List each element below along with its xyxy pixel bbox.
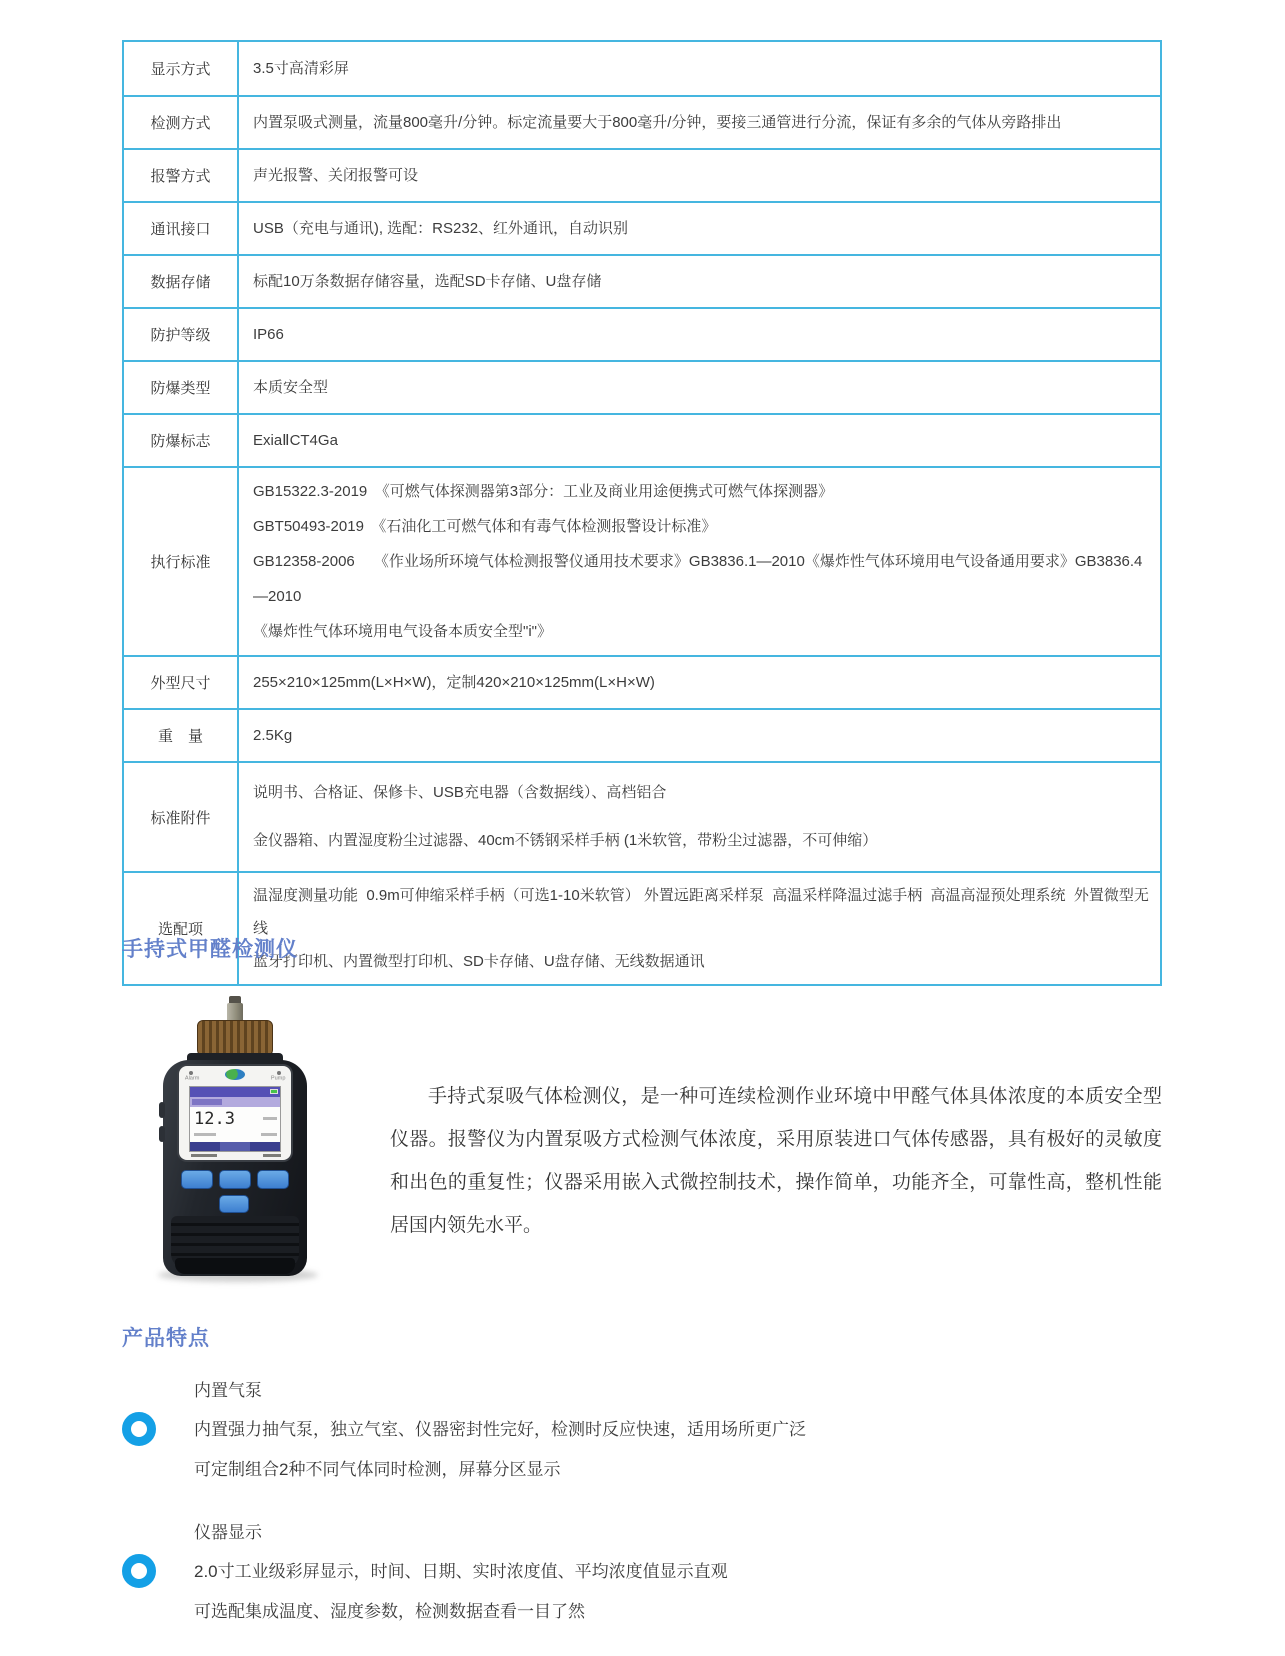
device-side-button: [159, 1126, 165, 1142]
spec-row: [124, 413, 1160, 466]
spec-value-line: GBT50493-2019 《石油化工可燃气体和有毒气体检测报警设计标准》: [253, 518, 717, 535]
spec-value: [239, 42, 1160, 95]
spec-label: 防爆标志: [124, 415, 239, 466]
spec-row: [124, 708, 1160, 761]
alarm-label: Alarm: [184, 1075, 200, 1082]
screen-reading: 12.3: [194, 1109, 235, 1129]
spec-label: 防护等级: [124, 309, 239, 360]
spec-row: [124, 254, 1160, 307]
screen-sub-bar: [190, 1097, 280, 1107]
spec-value: [239, 309, 1160, 360]
product-photo-gas-detector: [133, 990, 338, 1285]
spec-value-line: USB（充电与通讯), 选配：RS232、红外通讯，自动识别: [253, 220, 629, 237]
product-description-paragraph: 手持式泵吸气体检测仪，是一种可连续检测作业环境中甲醛气体具体浓度的本质安全型仪器。报警仪为内置泵吸方式检测气体浓度，采用原装进口气体传感器，具有极好的灵敏度和出色的重复性；仪器采用嵌入式微控制技术，操作简单，功能齐全，可靠性高，整机性能居国内领先水平。: [390, 1086, 1162, 1236]
feature-bullet-column: [122, 1372, 194, 1490]
feature-item: [122, 1514, 1182, 1632]
spec-label: 执行标准: [124, 468, 239, 655]
section-title-handheld-detector: 手持式甲醛检测仪: [122, 938, 298, 961]
spec-row: [124, 95, 1160, 148]
spec-label: 防爆类型: [124, 362, 239, 413]
spec-value: [239, 256, 1160, 307]
screen-footer-bar: [190, 1142, 280, 1151]
battery-icon: [270, 1089, 278, 1094]
device-side-button: [159, 1102, 165, 1118]
spec-value: [239, 203, 1160, 254]
spec-label: 重 量: [124, 710, 239, 761]
spec-value-line: GB15322.3-2019 《可燃气体探测器第3部分：工业及商业用途便携式可燃气体探测器》: [253, 483, 834, 500]
spec-label: 选配项: [124, 873, 239, 984]
spec-label: 显示方式: [124, 42, 239, 95]
feature-line: 2.0寸工业级彩屏显示，时间、日期、实时浓度值、平均浓度值显示直观: [194, 1562, 728, 1581]
device-key-power: [219, 1195, 249, 1213]
spec-row: [124, 307, 1160, 360]
pump-led: [277, 1071, 281, 1075]
device-key-enter: [219, 1170, 251, 1189]
spec-value-line: 标配10万条数据存储容量，选配SD卡存储、U盘存储: [253, 273, 602, 290]
spec-value-line: 本质安全型: [253, 379, 329, 396]
spec-value-line: 3.5寸高清彩屏: [253, 60, 349, 77]
device-screen: [189, 1086, 281, 1152]
spec-value-line: IP66: [253, 326, 284, 343]
device-model-mark: [263, 1154, 281, 1157]
screen-header-bar: [190, 1087, 280, 1097]
spec-value-line: 声光报警、关闭报警可设: [253, 167, 419, 184]
spec-value: [239, 657, 1160, 708]
feature-line: 可选配集成温度、湿度参数，检测数据查看一目了然: [194, 1602, 585, 1621]
spec-value-line: 温湿度测量功能 0.9m可伸缩采样手柄（可选1-10米软管） 外置远距离采样泵 高温采样降温过滤手柄 高温高湿预处理系统 外置微型无线: [253, 887, 1149, 937]
spec-row: [124, 871, 1160, 984]
spec-row: [124, 42, 1160, 95]
screen-text-line: [261, 1133, 277, 1136]
feature-title: 内置气泵: [194, 1381, 262, 1400]
spec-label: 数据存储: [124, 256, 239, 307]
pump-label: Pump: [270, 1075, 286, 1082]
feature-title: 仪器显示: [194, 1523, 262, 1542]
spec-value-line: 金仪器箱、内置湿度粉尘过滤器、40cm不锈钢采样手柄 (1米软管，带粉尘过滤器，不可伸缩）: [253, 832, 878, 849]
device-brass-cap: [197, 1020, 273, 1056]
spec-value-line: 《爆炸性气体环境用电气设备本质安全型"i"》: [253, 623, 552, 640]
spec-row: [124, 655, 1160, 708]
spec-label: 报警方式: [124, 150, 239, 201]
spec-value-line: 蓝牙打印机、内置微型打印机、SD卡存储、U盘存储、无线数据通讯: [253, 953, 705, 970]
spec-value: [239, 362, 1160, 413]
ring-bullet-icon: [122, 1412, 156, 1446]
section-title-product-features: 产品特点: [122, 1327, 210, 1350]
spec-value: [239, 873, 1160, 984]
device-model-mark: [191, 1154, 217, 1157]
alarm-led: [189, 1071, 193, 1075]
screen-sub-chip: [192, 1099, 222, 1105]
device-base: [175, 1258, 295, 1274]
spec-value-line: GB12358-2006 《作业场所环境气体检测报警仪通用技术要求》GB3836.1—2010《爆炸性气体环境用电气设备通用要求》GB3836.4—2010: [253, 553, 1143, 605]
screen-footer-segment: [220, 1142, 251, 1151]
spec-value: [239, 97, 1160, 148]
ring-bullet-icon: [122, 1554, 156, 1588]
feature-line: 可定制组合2种不同气体同时检测，屏幕分区显示: [194, 1460, 561, 1479]
spec-row: [124, 466, 1160, 655]
spec-value: [239, 710, 1160, 761]
device-faceplate: [179, 1066, 291, 1160]
spec-value-line: 255×210×125mm(L×H×W)，定制420×210×125mm(L×H×W): [253, 674, 655, 691]
spec-value: [239, 763, 1160, 871]
screen-text-line: [194, 1133, 216, 1136]
spec-value: [239, 468, 1160, 655]
spec-value-line: 2.5Kg: [253, 727, 293, 744]
feature-line: 内置强力抽气泵，独立气室、仪器密封性完好，检测时反应快速，适用场所更广泛: [194, 1420, 806, 1439]
screen-text-line: [263, 1117, 277, 1120]
spec-label: 标准附件: [124, 763, 239, 871]
device-key-menu: [181, 1170, 213, 1189]
spec-row: [124, 148, 1160, 201]
spec-label: 检测方式: [124, 97, 239, 148]
spec-label: 通讯接口: [124, 203, 239, 254]
spec-row: [124, 360, 1160, 413]
spec-value-line: ExiaⅡCT4Ga: [253, 432, 338, 449]
feature-list: [122, 1372, 1182, 1656]
spec-value-line: 说明书、合格证、保修卡、USB充电器（含数据线）、高档铝合: [253, 784, 667, 801]
spec-value-line: 内置泵吸式测量，流量800毫升/分钟。标定流量要大于800毫升/分钟，要接三通管进行分流，保证有多余的气体从旁路排出: [253, 114, 1062, 131]
feature-text: [194, 1372, 1182, 1490]
spec-row: [124, 201, 1160, 254]
feature-bullet-column: [122, 1514, 194, 1632]
spec-value: [239, 150, 1160, 201]
spec-row: [124, 761, 1160, 871]
spec-table: [122, 40, 1162, 986]
feature-item: [122, 1372, 1182, 1490]
spec-label: 外型尺寸: [124, 657, 239, 708]
brand-logo-icon: [225, 1069, 245, 1080]
device-key-down: [257, 1170, 289, 1189]
feature-text: [194, 1514, 1182, 1632]
spec-value: [239, 415, 1160, 466]
